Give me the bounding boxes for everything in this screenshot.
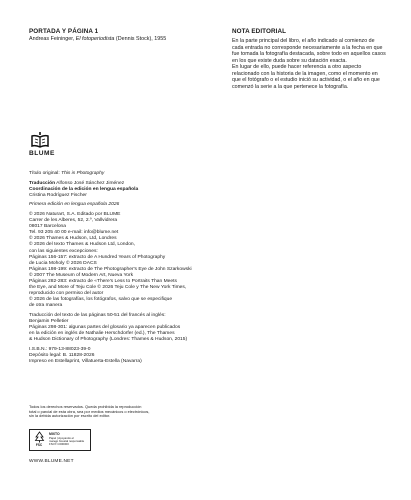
logo-wordmark: BLUME xyxy=(29,150,55,157)
copyright-block: © 2026 Naturart, S.A. Editado por BLUME Carrer de les Alberes, 52, 2.º, Vallvidrera 08017 Barcelona Tel. 93 205 40 00 e-mail: info@blume.net © 2026 Thames & Hudson, Ltd, Londres © 2026 del texto Thames & Hudson Ltd, London, con las siguientes excepciones: Páginas 156-157: extracto de A Hundred Years of Photography de Lucia Moholy © 2026 DACS Páginas 198-199: extracto de The Photographer's Eye de John Szarkowski © 2007 The Museum of Modern Art, Nueva York Páginas 282-283: extracto de «There's Less to Portraits Than Meets the Eye, and More of Teju Cole © 2026 Teju Cole y The New York Times, reproducido con permiso del autor © 2026 de las fotografías, los fotógrafos, salvo que se especifique de otra manera xyxy=(29,211,192,309)
editorial-note-paragraph: En lugar de ello, puede hacer referencia a otro aspecto relacionado con la historia de la imagen, como el momento en que el fotógrafo o el estudio inició su actividad, o el año en que comenzó la serie a la que pertenece la fotografía. xyxy=(232,64,380,90)
editorial-note xyxy=(232,28,387,90)
fsc-logo xyxy=(32,431,46,449)
editorial-note-body xyxy=(232,38,387,90)
rights-notice: Todos los derechos reservados. Queda prohibida la reproducción total o parcial de esta obra, sea por medios mecánicos o electrónicos, sin la debida autorización por escrito del editor. xyxy=(29,404,150,419)
cover-credit xyxy=(29,28,229,43)
original-title: Título original: This is Photography xyxy=(29,171,105,176)
credits-block xyxy=(29,171,239,369)
book-icon xyxy=(29,131,51,149)
fsc-line: manejo forestal responsable xyxy=(49,439,85,443)
fsc-certification xyxy=(29,429,91,451)
translation-credits: Traducción Alfonso José Sánchez Jiménez Coordinación de la edición en lengua española Cristina Rodríguez Fischer xyxy=(29,180,139,198)
fsc-code: FSC® C000000 xyxy=(49,442,69,447)
fsc-line: Papel | Apoyando el xyxy=(49,435,74,440)
translation-notes: Traducción del texto de las páginas 50-51 del francés al inglés: Benjamin Pelletier Páginas 298-301: algunas partes del glosario ya aparecen publicados en la edición en inglés de Nathalie Herschdorfer (ed.), The Thames & Hudson Dictionary of Photography (Londres: Thames & Hudson, 2015) xyxy=(29,312,188,343)
edition-line: Primera edición en lengua española 2026 xyxy=(29,202,120,208)
tree-check-icon xyxy=(34,431,45,443)
cover-credit-caption: Andreas Feininger, El fotoperiodista (Dennis Stock), 1955 xyxy=(29,36,167,42)
fsc-text xyxy=(49,433,84,446)
website-link[interactable]: WWW.BLUME.NET xyxy=(29,459,74,464)
blume-logo xyxy=(29,131,69,157)
cover-credit-title: PORTADA Y PÁGINA 1 xyxy=(29,28,99,35)
editorial-note-paragraph: En la parte principal del libro, el año indicado al comienzo de cada entrada no corresponde necesariamente a la fecha en que fue tomada la fotografía destacada, sobre todo en aquellos casos en los que existe duda sobre su datación exacta. xyxy=(232,38,386,64)
isbn-block: I.S.B.N.: 979-13-88023-39-0 Depósito legal: B. 11828-2026 Impreso en Estellaprint, Villatuerta-Estella (Navarra) xyxy=(29,346,142,365)
editorial-note-title: NOTA EDITORIAL xyxy=(232,28,287,35)
fsc-mix: MIXTO xyxy=(49,432,60,437)
fsc-logo-label: FSC xyxy=(35,443,43,447)
